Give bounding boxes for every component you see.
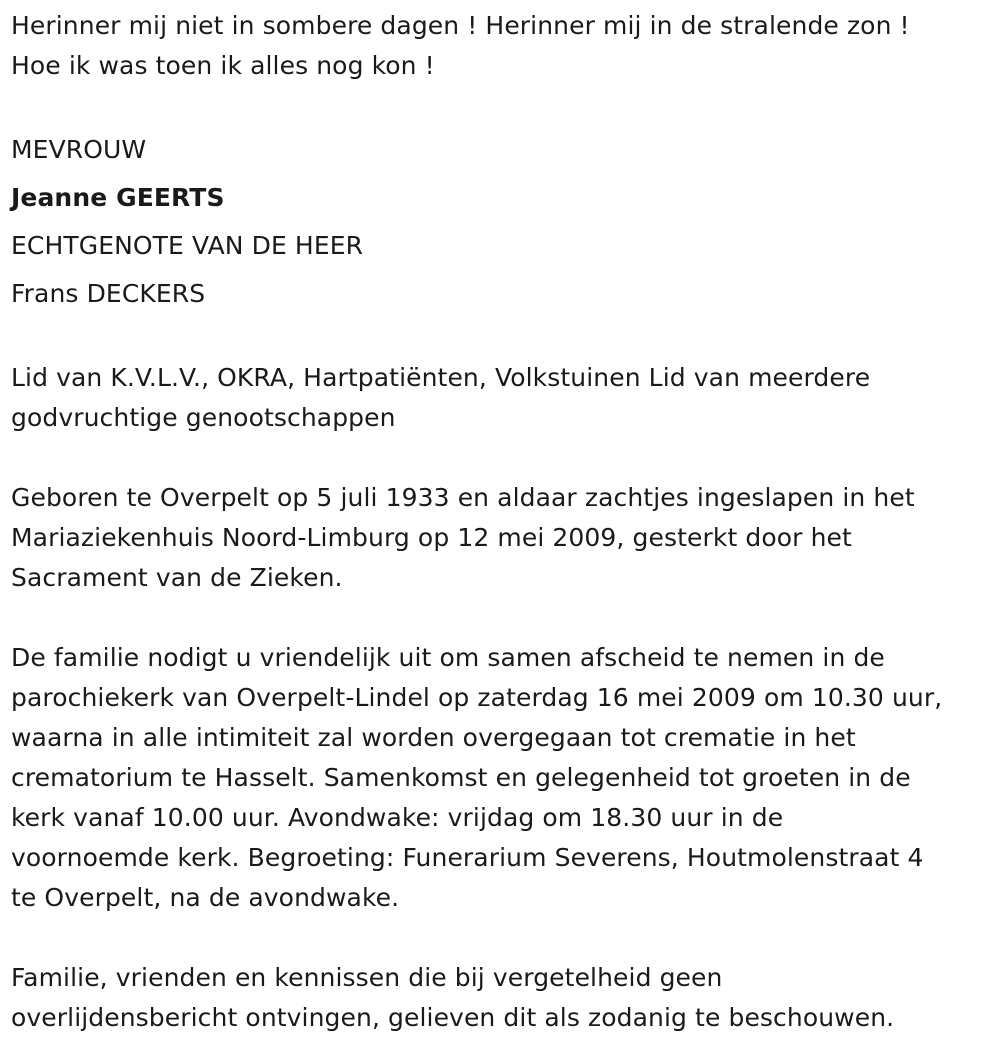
ceremony-paragraph xyxy=(11,638,996,918)
poem-paragraph xyxy=(11,6,996,86)
birth-death-paragraph xyxy=(11,478,996,598)
ceremony-line: waarna in alle intimiteit zal worden overgegaan tot crematie in het xyxy=(11,723,856,752)
paragraph-spacer xyxy=(11,318,996,358)
birth-death-line: Sacrament van de Zieken. xyxy=(11,563,343,592)
ceremony-line: kerk vanaf 10.00 uur. Avondwake: vrijdag om 18.30 uur in de xyxy=(11,803,784,832)
spouse-name: Frans DECKERS xyxy=(11,279,206,308)
deceased-block xyxy=(11,126,996,318)
deceased-title: MEVROUW xyxy=(11,135,147,164)
paragraph-spacer xyxy=(11,86,996,126)
paragraph-spacer xyxy=(11,598,996,638)
closing-paragraph xyxy=(11,958,996,1038)
memberships-paragraph xyxy=(11,358,996,438)
ceremony-line: parochiekerk van Overpelt-Lindel op zaterdag 16 mei 2009 om 10.30 uur, xyxy=(11,683,943,712)
birth-death-line: Mariaziekenhuis Noord-Limburg op 12 mei 2009, gesterkt door het xyxy=(11,523,852,552)
paragraph-spacer xyxy=(11,438,996,478)
birth-death-line: Geboren te Overpelt op 5 juli 1933 en aldaar zachtjes ingeslapen in het xyxy=(11,483,915,512)
poem-line: Hoe ik was toen ik alles nog kon ! xyxy=(11,51,435,80)
poem-line: Herinner mij niet in sombere dagen ! Herinner mij in de stralende zon ! xyxy=(11,11,910,40)
deceased-name: Jeanne GEERTS xyxy=(11,183,225,212)
ceremony-line: crematorium te Hasselt. Samenkomst en gelegenheid tot groeten in de xyxy=(11,763,911,792)
ceremony-line: te Overpelt, na de avondwake. xyxy=(11,883,400,912)
closing-line: overlijdensbericht ontvingen, gelieven dit als zodanig te beschouwen. xyxy=(11,1003,895,1032)
paragraph-spacer xyxy=(11,918,996,958)
deceased-relation: ECHTGENOTE VAN DE HEER xyxy=(11,231,364,260)
obituary-notice xyxy=(11,6,996,1038)
ceremony-line: De familie nodigt u vriendelijk uit om samen afscheid te nemen in de xyxy=(11,643,885,672)
memberships-line: Lid van K.V.L.V., OKRA, Hartpatiënten, Volkstuinen Lid van meerdere xyxy=(11,363,871,392)
memberships-line: godvruchtige genootschappen xyxy=(11,403,396,432)
ceremony-line: voornoemde kerk. Begroeting: Funerarium Severens, Houtmolenstraat 4 xyxy=(11,843,924,872)
closing-line: Familie, vrienden en kennissen die bij vergetelheid geen xyxy=(11,963,723,992)
